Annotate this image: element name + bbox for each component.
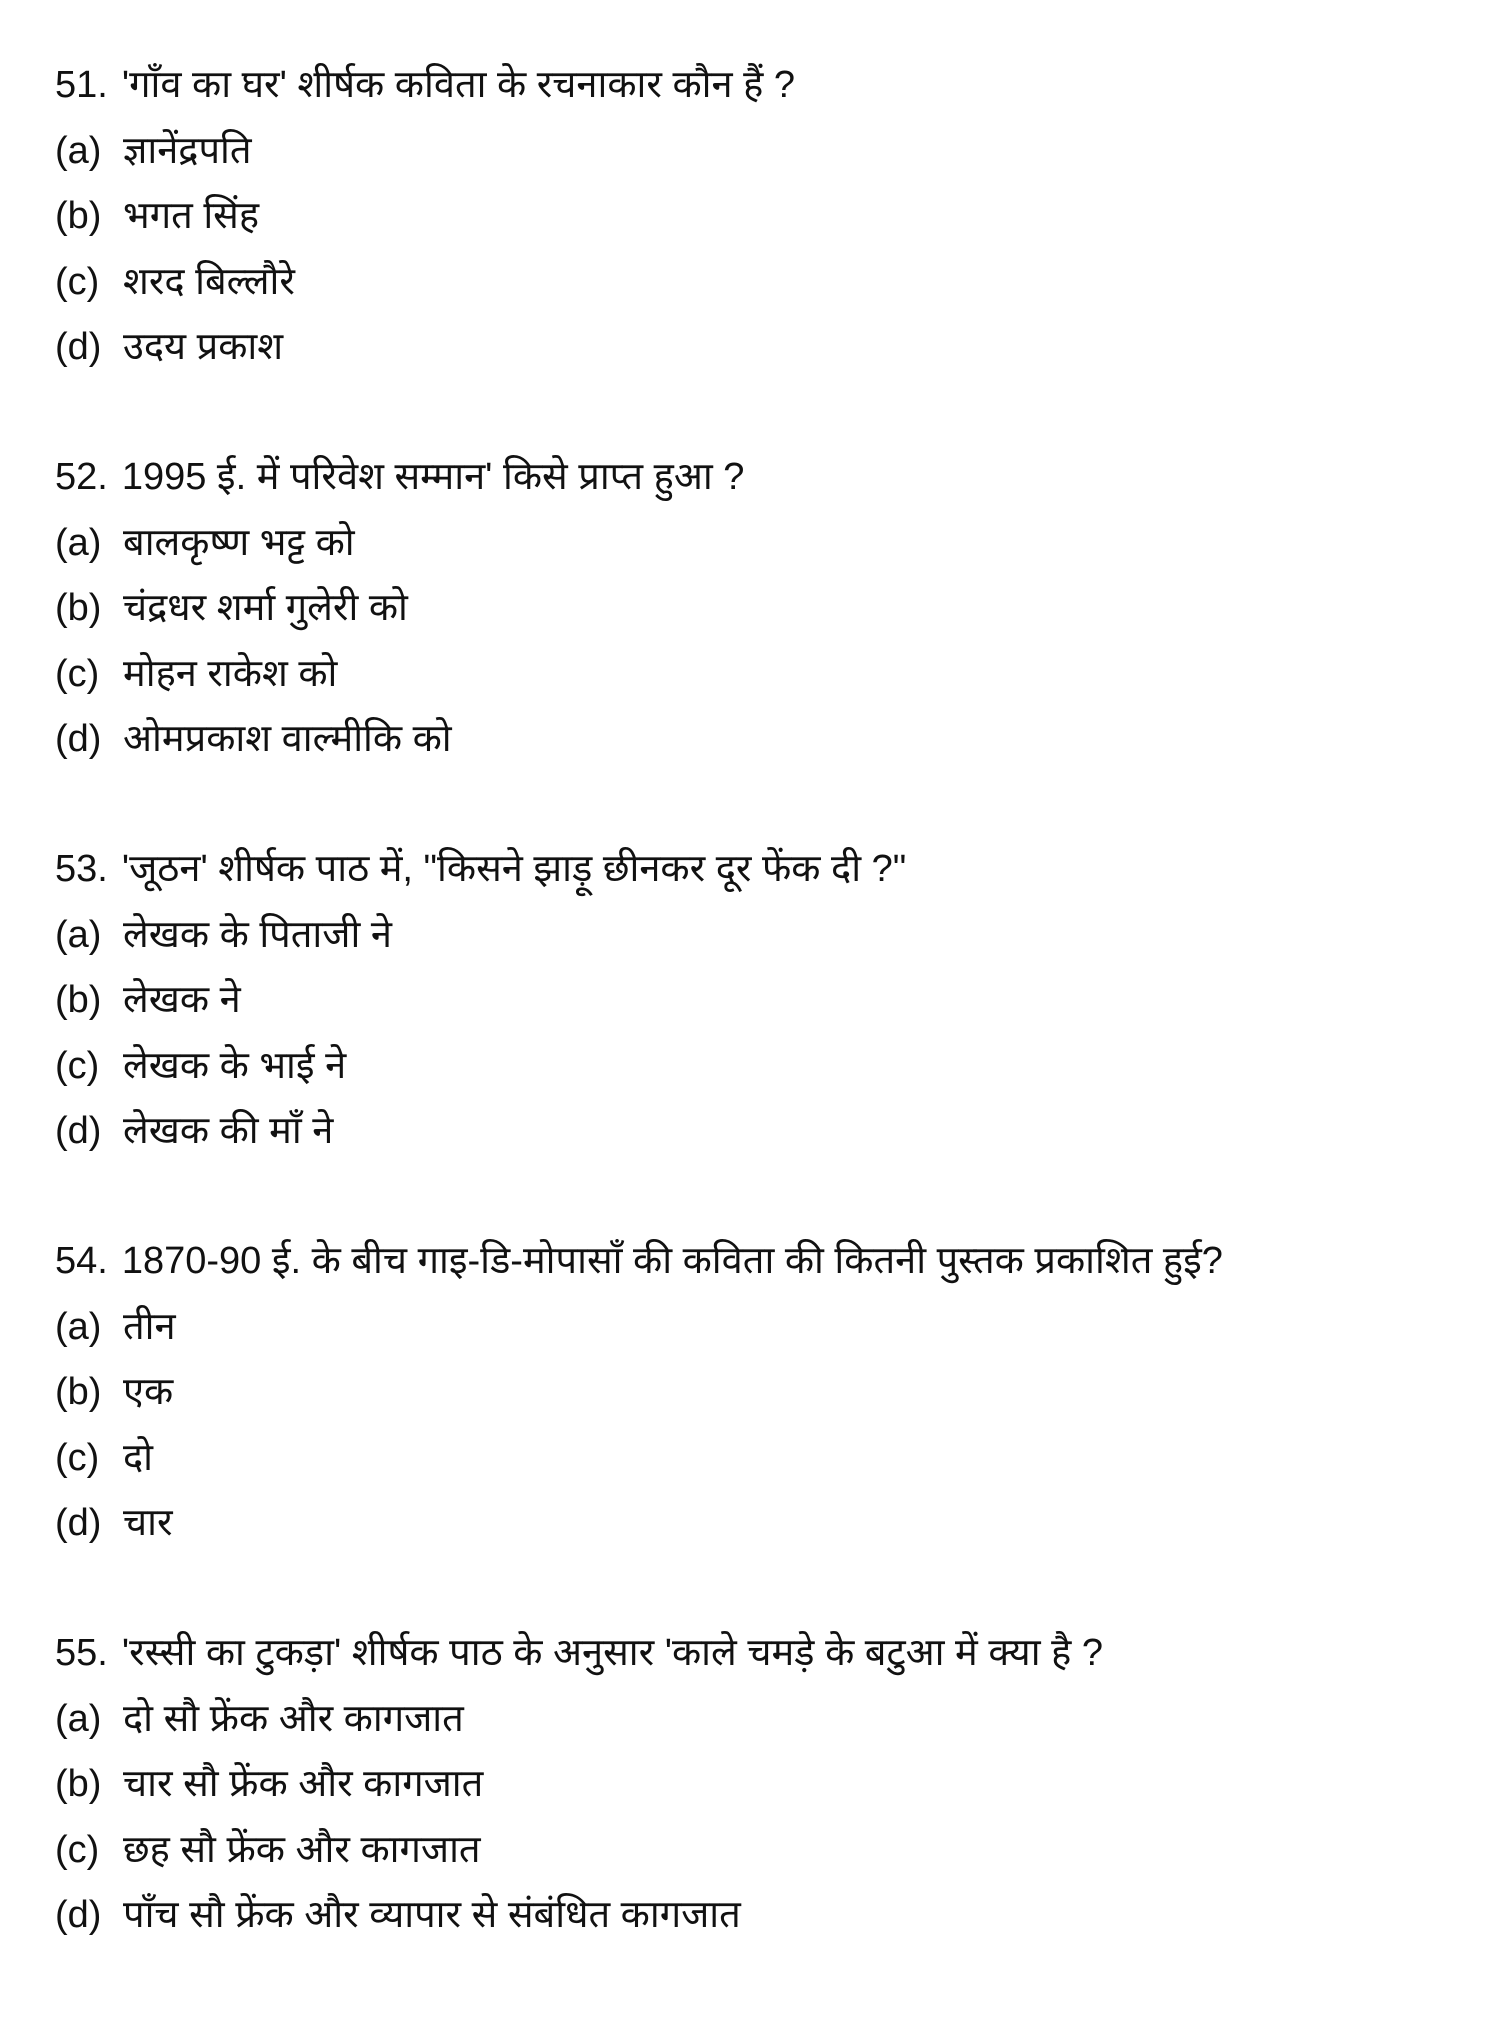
- question-text: 1870-90 ई. के बीच गाइ-डि-मोपासाँ की कविता की कितनी पुस्तक प्रकाशित हुई?: [121, 1240, 1223, 1282]
- option-label: (b): [55, 195, 102, 237]
- option-label: (b): [55, 1763, 102, 1805]
- option-text: एक: [123, 1371, 174, 1413]
- question-number: 55.: [55, 1632, 108, 1674]
- option-item: [55, 1099, 906, 1165]
- option-label: (c): [55, 1828, 100, 1871]
- option-label: (b): [55, 587, 102, 629]
- option-item: [55, 1752, 1103, 1818]
- option-text: दो: [123, 1436, 154, 1479]
- option-item: [55, 642, 744, 708]
- question-block: [55, 837, 906, 1165]
- option-item: [55, 315, 795, 381]
- option-text: चंद्रधर शर्मा गुलेरी को: [123, 587, 408, 629]
- option-item: [55, 511, 744, 577]
- option-text: लेखक के पिताजी ने: [123, 913, 392, 956]
- question-number: 51.: [55, 64, 108, 106]
- option-label: (d): [55, 1894, 102, 1936]
- option-item: [55, 1360, 1223, 1426]
- option-item: [55, 1034, 906, 1100]
- question-text: 'गाँव का घर' शीर्षक कविता के रचनाकार कौन हैं ?: [121, 64, 796, 106]
- question-number: 54.: [55, 1240, 108, 1282]
- question-number: 53.: [55, 848, 108, 890]
- option-label: (a): [55, 913, 102, 956]
- option-text: चार: [123, 1502, 173, 1544]
- question-line: [55, 837, 906, 903]
- option-label: (c): [55, 1436, 100, 1479]
- option-item: [55, 1295, 1223, 1361]
- option-label: (d): [55, 718, 102, 760]
- option-item: [55, 903, 906, 969]
- option-item: [55, 1818, 1103, 1884]
- option-text: पाँच सौ फ्रेंक और व्यापार से संबंधित कागजात: [123, 1894, 741, 1936]
- option-text: ओमप्रकाश वाल्मीकि को: [123, 718, 452, 760]
- option-item: [55, 1491, 1223, 1557]
- option-item: [55, 184, 795, 250]
- option-label: (c): [55, 260, 100, 303]
- option-item: [55, 707, 744, 773]
- question-block: [55, 445, 744, 773]
- question-block: [55, 53, 795, 381]
- option-label: (b): [55, 979, 102, 1021]
- question-line: [55, 1621, 1103, 1687]
- option-text: तीन: [123, 1305, 176, 1348]
- option-text: चार सौ फ्रेंक और कागजात: [123, 1763, 484, 1805]
- option-item: [55, 1883, 1103, 1949]
- option-text: लेखक ने: [123, 979, 241, 1021]
- question-text: 'रस्सी का टुकड़ा' शीर्षक पाठ के अनुसार 'काले चमड़े के बटुआ में क्या है ?: [121, 1632, 1103, 1674]
- question-text: 1995 ई. में परिवेश सम्मान' किसे प्राप्त हुआ ?: [121, 456, 745, 498]
- option-text: छह सौ फ्रेंक और कागजात: [123, 1828, 481, 1871]
- option-label: (a): [55, 1305, 102, 1348]
- question-block: [55, 1621, 1103, 1949]
- option-item: [55, 1687, 1103, 1753]
- question-line: [55, 445, 744, 511]
- option-label: (d): [55, 1502, 102, 1544]
- option-text: भगत सिंह: [123, 195, 260, 237]
- option-text: शरद बिल्लौरे: [123, 260, 295, 303]
- option-label: (a): [55, 521, 102, 564]
- option-item: [55, 119, 795, 185]
- option-label: (d): [55, 326, 102, 368]
- question-line: [55, 53, 795, 119]
- question-number: 52.: [55, 456, 108, 498]
- option-text: दो सौ फ्रेंक और कागजात: [123, 1697, 464, 1740]
- question-block: [55, 1229, 1223, 1557]
- option-label: (a): [55, 1697, 102, 1740]
- option-item: [55, 1426, 1223, 1492]
- option-label: (c): [55, 652, 100, 695]
- option-text: लेखक के भाई ने: [123, 1044, 347, 1087]
- option-text: उदय प्रकाश: [123, 326, 284, 368]
- option-label: (b): [55, 1371, 102, 1413]
- option-label: (c): [55, 1044, 100, 1087]
- question-text: 'जूठन' शीर्षक पाठ में, "किसने झाड़ू छीनकर दूर फेंक दी ?": [121, 848, 907, 890]
- option-text: लेखक की माँ ने: [123, 1110, 334, 1152]
- option-item: [55, 968, 906, 1034]
- option-label: (a): [55, 129, 102, 172]
- option-item: [55, 250, 795, 316]
- option-text: मोहन राकेश को: [123, 652, 338, 695]
- question-line: [55, 1229, 1223, 1295]
- option-label: (d): [55, 1110, 102, 1152]
- option-item: [55, 576, 744, 642]
- option-text: बालकृष्ण भट्ट को: [123, 521, 355, 564]
- option-text: ज्ञानेंद्रपति: [123, 129, 252, 172]
